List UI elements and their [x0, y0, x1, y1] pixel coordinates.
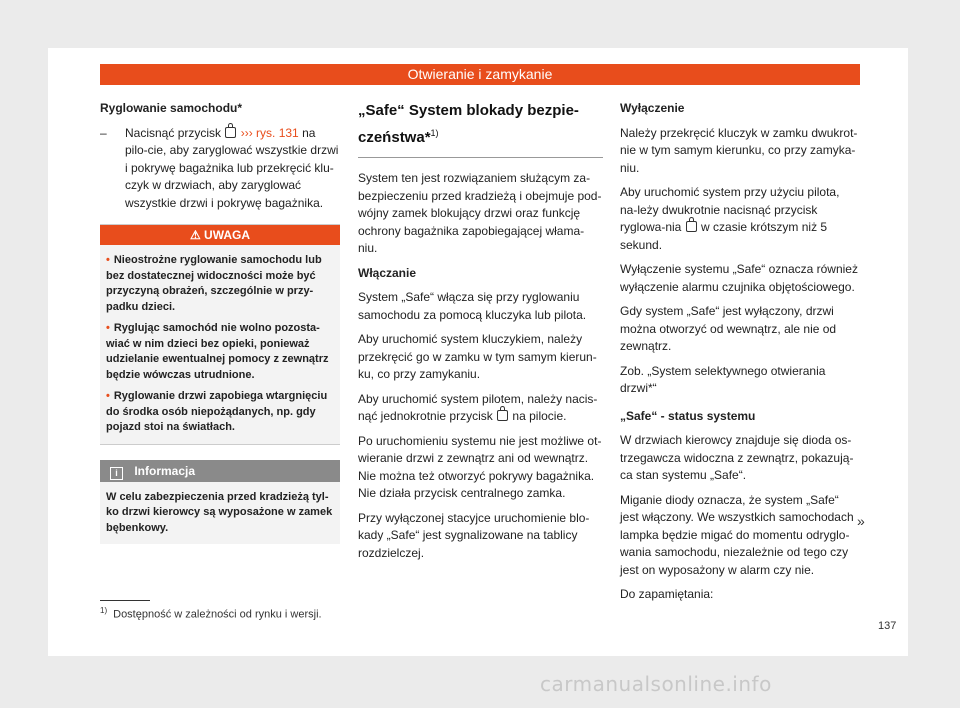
- info-title: Informacja: [134, 463, 196, 478]
- paragraph-text: na pilocie.: [512, 409, 567, 423]
- paragraph: Wyłączenie systemu „Safe“ oznacza również wyłączenie alarmu czujnika objętościowego.: [620, 262, 858, 294]
- figure-reference-link[interactable]: ››› rys. 131: [240, 125, 299, 140]
- warning-item: [106, 389, 334, 436]
- section-title-text: „Safe“ System blokady bezpie-czeństwa*: [358, 102, 579, 146]
- paragraph: Przy wyłączonej stacyjce uruchomienie blo-kady „Safe“ jest sygnalizowane na tablicy rozdzielczej.: [358, 510, 590, 560]
- paragraph: [620, 184, 860, 254]
- warning-item: [106, 253, 334, 315]
- disable-heading: Wyłączenie: [620, 101, 685, 115]
- paragraph: System ten jest rozwiązaniem służącym za-bezpieczeniu przed kradzieżą i obejmuje pod-wójny zamek blokujący drzwi oraz funkcję ochrony bagażnika zapobiegającej włama-niu.: [358, 171, 602, 255]
- footnote-text: Dostępność w zależności od rynku i wersji.: [113, 608, 322, 621]
- paragraph: System „Safe“ włącza się przy ryglowaniu samochodu za pomocą kluczyka lub pilota.: [358, 290, 587, 322]
- column-right: [620, 100, 860, 611]
- warning-box: [100, 224, 340, 445]
- continue-arrow-icon: »: [857, 513, 865, 529]
- paragraph: Zob. „System selektywnego otwierania drzwi*“: [620, 363, 826, 395]
- bullet-icon: •: [106, 322, 110, 334]
- warning-title: UWAGA: [204, 228, 251, 242]
- bullet-icon: •: [106, 390, 110, 402]
- info-body: W celu zabezpieczenia przed kradzieżą tyl-ko drzwi kierowcy są wyposażone w zamek bębenkowy.: [100, 482, 340, 545]
- step-prefix: Nacisnąć przycisk: [125, 125, 222, 140]
- footnote: [100, 606, 322, 621]
- paragraph: Należy przekręcić kluczyk w zamku dwukrot-nie w tym samym kierunku, co przy zamyka-niu.: [620, 125, 858, 175]
- warning-item-text: Nieostrożne ryglowanie samochodu lub bez dostatecznej widoczności może być przyczyną obrażeń, szczególnie w przy-padku dzieci.: [106, 254, 322, 313]
- warning-body: [100, 245, 340, 444]
- paragraph-text: Aby uruchomić system pilotem, należy nacis-nąć jednokrotnie przycisk: [358, 391, 598, 423]
- step-text: [125, 125, 340, 213]
- locking-heading: Ryglowanie samochodu*: [100, 101, 243, 115]
- footnote-divider: [100, 600, 150, 601]
- footnote-mark: 1): [100, 606, 108, 615]
- paragraph: [358, 391, 603, 426]
- enable-heading: Włączanie: [358, 265, 417, 280]
- warning-header: [100, 225, 340, 245]
- warning-item-text: Ryglowanie drzwi zapobiega wtargnięciu do środka osób niepożądanych, np. gdy pojazd stoi na światłach.: [106, 390, 328, 433]
- paragraph-text: w czasie krótszym niż 5 sekund.: [620, 220, 828, 252]
- page-number: 137: [878, 620, 897, 632]
- info-icon: i: [110, 467, 123, 480]
- column-middle: [358, 100, 603, 569]
- bullet-icon: •: [106, 254, 110, 266]
- lock-icon: [225, 127, 236, 138]
- warning-item-text: Ryglując samochód nie wolno pozosta-wiać w nim dzieci bez opieki, ponieważ udzielanie ewentualnej pomocy z zewnątrz będzie wówczas utrudnione.: [106, 322, 329, 381]
- paragraph: Miganie diody oznacza, że system „Safe“ jest włączony. We wszystkich samochodach lampka będzie migać do momentu odryglo-wania samochodu, niezależnie od tego czy jest on wyposażony w alarm czy nie.: [620, 492, 854, 577]
- paragraph: Gdy system „Safe“ jest wyłączony, drzwi można otworzyć od wewnątrz, ale nie od zewnątrz.: [620, 304, 837, 353]
- footnote-marker: 1): [430, 128, 439, 138]
- status-heading: „Safe“ - status systemu: [620, 408, 756, 423]
- info-box: [100, 460, 340, 545]
- watermark: carmanualsonline.info: [540, 672, 772, 696]
- step-dash: –: [100, 125, 107, 140]
- paragraph-text: Aby uruchomić system przy użyciu pilota, na-leży dwukrotnie nacisnąć przycisk ryglowa-nia: [620, 185, 840, 234]
- warning-triangle-icon: ⚠: [189, 228, 205, 242]
- paragraph: Aby uruchomić system kluczykiem, należy przekręcić go w zamku w tym samym kierun-ku, co przy zamykaniu.: [358, 332, 597, 381]
- section-title: [358, 100, 603, 158]
- chapter-header: Otwieranie i zamykanie: [100, 64, 860, 85]
- column-left: [100, 100, 340, 544]
- locking-step: [100, 125, 340, 213]
- lock-icon: [686, 221, 697, 232]
- step-suffix: na pilo-cie, aby zaryglować wszystkie drzwi i pokrywę bagażnika lub przekręcić klu-czyk w drzwiach, aby zaryglować wszystkie drzwi i pokrywę bagażnika.: [125, 125, 339, 210]
- lock-icon: [497, 410, 508, 421]
- paragraph: Po uruchomieniu systemu nie jest możliwe ot-wieranie drzwi z zewnątrz ani od wewnątrz. Nie można też otworzyć pokrywy bagażnika. Nie działa przycisk centralnego zamka.: [358, 433, 602, 500]
- paragraph: W drzwiach kierowcy znajduje się dioda os-trzegawcza widoczna z zewnątrz, pokazują-ca stan systemu „Safe“.: [620, 433, 854, 482]
- warning-item: [106, 321, 334, 383]
- paragraph: Do zapamiętania:: [620, 587, 714, 601]
- info-header: [100, 460, 340, 482]
